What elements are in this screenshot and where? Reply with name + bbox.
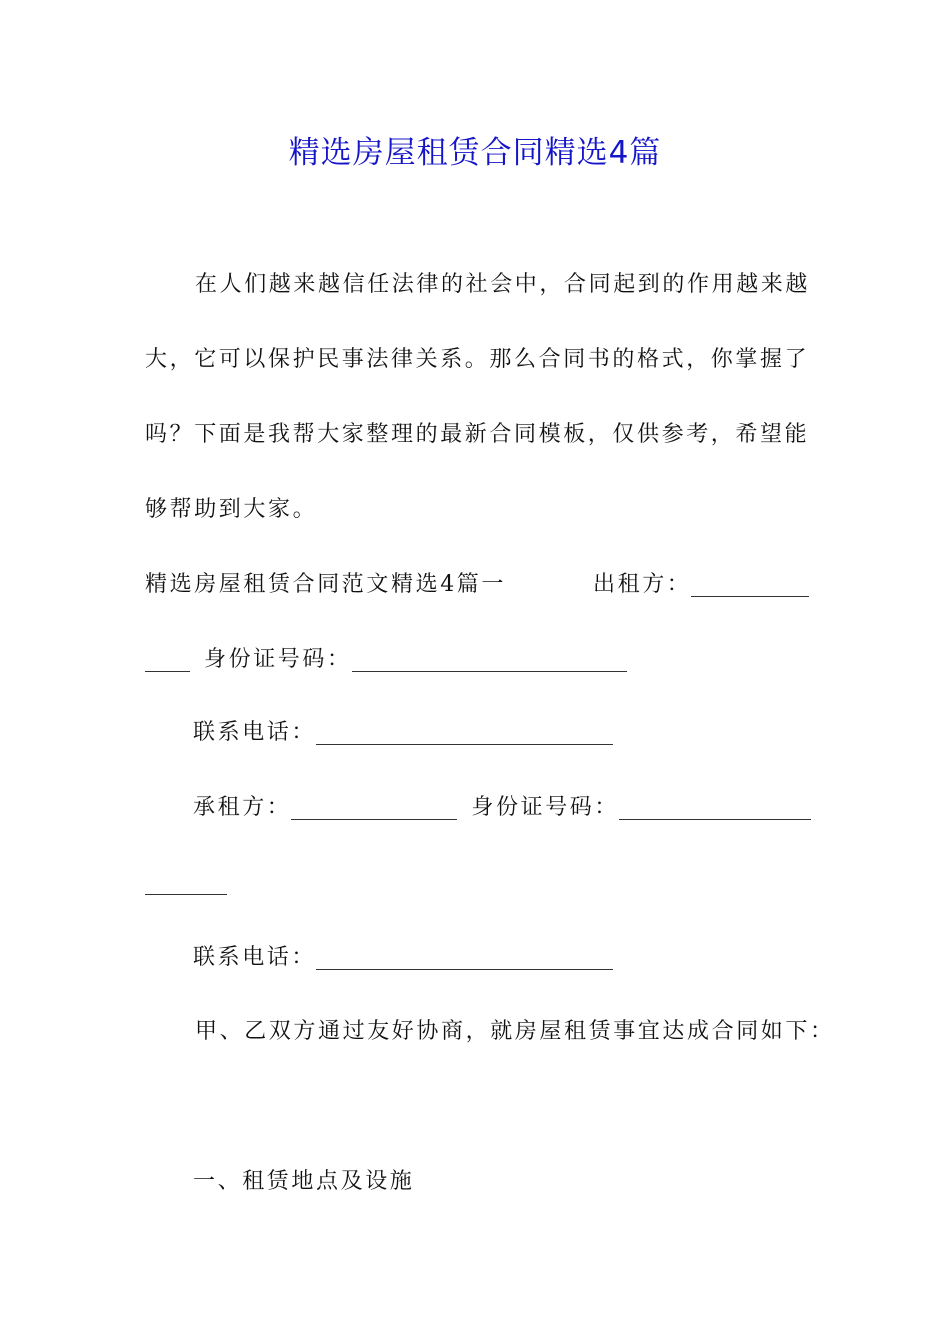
intro-line-4: 够帮助到大家。 [145,497,318,522]
lessor-phone-blank[interactable] [316,722,613,745]
lessor-id-row [145,645,627,675]
lessee-label: 承租方： [193,795,292,820]
lessee-id-blank-continued[interactable] [145,872,227,895]
intro-line-2: 大，它可以保护民事法律关系。那么合同书的格式，你掌握了 [145,347,810,372]
section-heading-row [145,570,506,600]
lessor-name-blank-continued[interactable] [145,649,190,672]
intro-line-3: 吗？下面是我帮大家整理的最新合同模板，仅供参考，希望能 [145,422,810,447]
lessee-row [193,793,811,823]
lessee-phone-blank[interactable] [316,947,613,970]
lessor-phone-label: 联系电话： [193,720,317,745]
lessor-row [593,570,809,600]
lessee-name-blank[interactable] [291,797,457,820]
document-title: 精选房屋租赁合同精选4篇 [288,135,662,171]
lessor-name-blank[interactable] [691,574,809,597]
lessee-phone-label: 联系电话： [193,945,317,970]
clause-1-heading: 一、租赁地点及设施 [193,1169,415,1194]
lessor-phone-row [193,718,613,748]
lessor-label: 出租方： [593,572,692,597]
lessee-phone-row [193,943,613,973]
lessee-id-label: 身份证号码： [471,795,620,820]
lessee-id-continued-row [145,868,227,898]
section-heading: 精选房屋租赁合同范文精选4篇一 [145,572,506,597]
agreement-text: 甲、乙双方通过友好协商，就房屋租赁事宜达成合同如下： [195,1019,835,1044]
lessor-id-blank[interactable] [352,649,627,672]
lessee-id-blank[interactable] [619,797,811,820]
lessor-id-label: 身份证号码： [204,647,352,672]
intro-line-1: 在人们越来越信任法律的社会中，合同起到的作用越来越 [195,272,811,297]
